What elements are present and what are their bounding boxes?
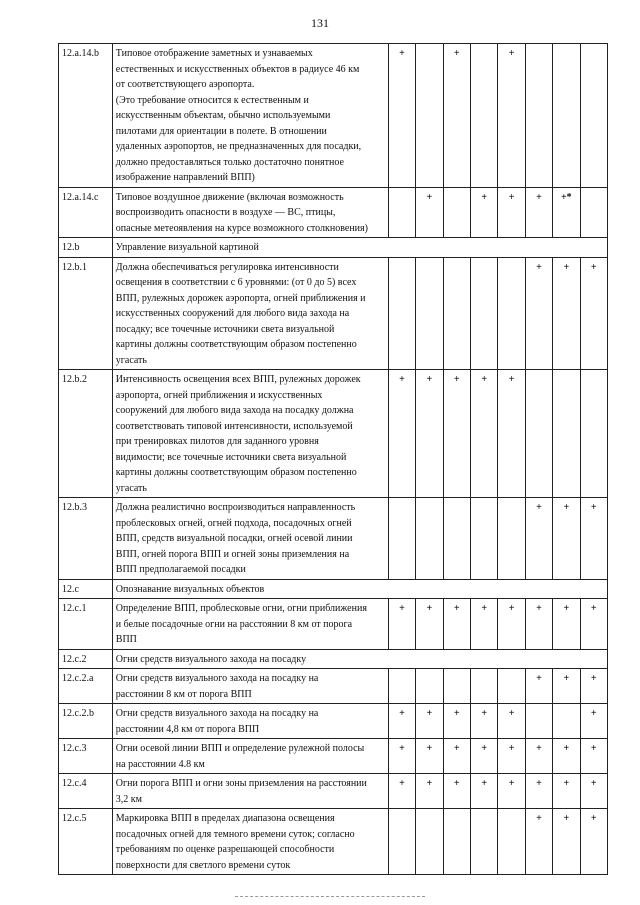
description-line: ВПП, средств визуальной посадки, огней осевой линии xyxy=(115,533,353,544)
requirement-code: 12.c.2.b xyxy=(59,704,113,739)
description-line: проблесковых огней, огней подхода, посадочных огней xyxy=(115,517,352,529)
level-mark-cell: + xyxy=(388,44,415,188)
level-mark-cell xyxy=(498,809,525,875)
level-mark-cell: + xyxy=(416,599,443,650)
level-mark-cell xyxy=(443,669,470,704)
level-mark-cell xyxy=(580,44,607,188)
description-line: поверхности для светлого времени суток xyxy=(115,859,291,871)
description-line: и белые посадочные огни на расстоянии 8 км от порога xyxy=(115,618,353,630)
description-line: угасать xyxy=(115,482,147,494)
requirement-code: 12.b.2 xyxy=(59,370,113,498)
description-line: должно предоставляться только достаточно понятное xyxy=(115,156,344,168)
level-mark-cell xyxy=(388,498,415,580)
description-line: Опознавание визуальных объектов xyxy=(115,583,265,595)
description-line: удаленных аэропортов, не предназначенных для посадки, xyxy=(115,141,362,152)
description-line: изображение направлений ВПП) xyxy=(115,172,255,183)
requirements-table xyxy=(58,43,608,875)
description-line: Управление визуальной картиной xyxy=(115,242,259,253)
requirement-description xyxy=(112,774,388,809)
requirement-code: 12.a.14.c xyxy=(59,187,113,238)
table-row xyxy=(59,370,608,498)
page-bottom-rule xyxy=(235,896,425,898)
level-mark-cell xyxy=(498,257,525,370)
level-mark-cell: + xyxy=(498,370,525,498)
requirement-description xyxy=(112,370,388,498)
description-line: Типовое воздушное движение (включая возможность xyxy=(115,191,344,203)
level-mark-cell: + xyxy=(443,44,470,188)
level-mark-cell: + xyxy=(498,599,525,650)
level-mark-cell: + xyxy=(553,739,580,774)
level-mark-cell xyxy=(498,498,525,580)
level-mark-cell: + xyxy=(525,669,552,704)
table-row xyxy=(59,704,608,739)
description-line: воспроизводить опасности в воздухе — ВС, птицы, xyxy=(115,207,336,218)
description-line: Определение ВПП, проблесковые огни, огни приближения xyxy=(115,603,367,614)
level-mark-cell: + xyxy=(553,669,580,704)
requirement-code: 12.c xyxy=(59,579,113,599)
level-mark-cell xyxy=(388,809,415,875)
description-line: Огни порога ВПП и огни зоны приземления на расстоянии xyxy=(115,778,367,789)
level-mark-cell xyxy=(470,809,497,875)
table-row xyxy=(59,257,608,370)
level-mark-cell: + xyxy=(388,370,415,498)
description-line: соответствовать типовой интенсивности, используемой xyxy=(115,420,353,432)
level-mark-cell: + xyxy=(416,774,443,809)
level-mark-cell: + xyxy=(443,704,470,739)
requirement-code: 12.b.3 xyxy=(59,498,113,580)
level-mark-cell: + xyxy=(416,704,443,739)
requirement-description xyxy=(112,498,388,580)
description-line: искусственным объектам, обычно используемыми xyxy=(115,110,331,121)
level-mark-cell: + xyxy=(580,809,607,875)
level-mark-cell xyxy=(580,187,607,238)
requirement-description xyxy=(112,579,607,599)
description-line: посадочных огней для темного времени суток; согласно xyxy=(115,828,355,840)
level-mark-cell xyxy=(470,498,497,580)
level-mark-cell: + xyxy=(388,739,415,774)
level-mark-cell: + xyxy=(470,739,497,774)
level-mark-cell: +* xyxy=(553,187,580,238)
level-mark-cell: + xyxy=(553,809,580,875)
level-mark-cell: + xyxy=(388,774,415,809)
level-mark-cell: + xyxy=(553,599,580,650)
level-mark-cell xyxy=(388,187,415,238)
table-row xyxy=(59,739,608,774)
requirement-code: 12.b.1 xyxy=(59,257,113,370)
requirement-description xyxy=(112,649,607,669)
table-row xyxy=(59,498,608,580)
level-mark-cell: + xyxy=(580,498,607,580)
level-mark-cell xyxy=(388,669,415,704)
requirement-code: 12.c.5 xyxy=(59,809,113,875)
level-mark-cell: + xyxy=(553,498,580,580)
description-line: Должна реалистично воспроизводиться направленность xyxy=(115,502,356,513)
table-row xyxy=(59,44,608,188)
description-line: искусственных сооружений для любого вида захода на xyxy=(115,308,350,319)
level-mark-cell: + xyxy=(525,498,552,580)
requirement-code: 12.b xyxy=(59,238,113,258)
level-mark-cell: + xyxy=(416,370,443,498)
level-mark-cell: + xyxy=(525,187,552,238)
description-line: освещения в соответствии с 6 уровнями: (от 0 до 5) всех xyxy=(115,277,357,288)
level-mark-cell: + xyxy=(470,774,497,809)
description-line: на расстоянии 4.8 км xyxy=(115,758,205,770)
level-mark-cell xyxy=(525,44,552,188)
level-mark-cell: + xyxy=(470,599,497,650)
requirement-code: 12.c.3 xyxy=(59,739,113,774)
level-mark-cell xyxy=(443,257,470,370)
level-mark-cell: + xyxy=(498,187,525,238)
level-mark-cell xyxy=(388,257,415,370)
level-mark-cell: + xyxy=(443,370,470,498)
level-mark-cell: + xyxy=(470,704,497,739)
description-line: требованиям по оценке разрешающей способности xyxy=(115,844,335,855)
description-line: опасные метеоявления на курсе возможного столкновения) xyxy=(115,222,368,234)
requirement-description xyxy=(112,599,388,650)
level-mark-cell: + xyxy=(443,774,470,809)
description-line: (Это требование относится к естественным и xyxy=(115,94,309,106)
level-mark-cell: + xyxy=(498,739,525,774)
page-number: 131 xyxy=(311,16,329,30)
description-line: естественных и искусственных объектов в радиусе 46 км xyxy=(115,63,360,75)
level-mark-cell: + xyxy=(525,599,552,650)
level-mark-cell: + xyxy=(388,704,415,739)
table-row xyxy=(59,238,608,258)
description-line: картины должны соответствующим образом постепенно xyxy=(115,467,357,478)
level-mark-cell xyxy=(443,187,470,238)
level-mark-cell xyxy=(525,704,552,739)
description-line: Огни осевой линии ВПП и определение рулежной полосы xyxy=(115,743,365,754)
requirement-code: 12.c.1 xyxy=(59,599,113,650)
requirement-description xyxy=(112,704,388,739)
table-row xyxy=(59,774,608,809)
description-line: 3,2 км xyxy=(115,793,142,805)
level-mark-cell: + xyxy=(553,257,580,370)
level-mark-cell: + xyxy=(498,44,525,188)
table-row xyxy=(59,669,608,704)
level-mark-cell xyxy=(416,257,443,370)
level-mark-cell xyxy=(443,498,470,580)
requirement-description xyxy=(112,257,388,370)
requirement-description xyxy=(112,739,388,774)
table-row xyxy=(59,599,608,650)
requirement-description xyxy=(112,187,388,238)
level-mark-cell: + xyxy=(525,257,552,370)
table-row xyxy=(59,649,608,669)
table-row xyxy=(59,809,608,875)
level-mark-cell xyxy=(498,669,525,704)
description-line: ВПП, рулежных дорожек аэропорта, огней приближения и xyxy=(115,292,366,304)
description-line: Маркировка ВПП в пределах диапазона освещения xyxy=(115,813,335,824)
level-mark-cell: + xyxy=(580,739,607,774)
requirement-description xyxy=(112,669,388,704)
description-line: Огни средств визуального захода на посадку на xyxy=(115,708,319,719)
level-mark-cell xyxy=(553,370,580,498)
level-mark-cell xyxy=(416,44,443,188)
level-mark-cell: + xyxy=(580,774,607,809)
description-line: ВПП xyxy=(115,634,137,645)
description-line: Интенсивность освещения всех ВПП, рулежных дорожек xyxy=(115,374,361,385)
level-mark-cell xyxy=(580,370,607,498)
level-mark-cell: + xyxy=(580,599,607,650)
requirement-description xyxy=(112,809,388,875)
description-line: посадку; все точечные источники света визуальной xyxy=(115,323,335,335)
description-line: аэропорта, огней приближения и искусственных xyxy=(115,389,323,401)
level-mark-cell xyxy=(416,669,443,704)
level-mark-cell: + xyxy=(580,669,607,704)
description-line: картины должны соответствующим образом постепенно xyxy=(115,339,357,350)
level-mark-cell xyxy=(525,370,552,498)
description-line: при тренировках пилотов для заданного уровня xyxy=(115,436,319,447)
table-row xyxy=(59,187,608,238)
level-mark-cell: + xyxy=(525,739,552,774)
description-line: Типовое отображение заметных и узнаваемых xyxy=(115,48,313,59)
level-mark-cell: + xyxy=(580,704,607,739)
level-mark-cell: + xyxy=(498,704,525,739)
requirement-code: 12.c.2.a xyxy=(59,669,113,704)
description-line: Должна обеспечиваться регулировка интенсивности xyxy=(115,261,339,273)
level-mark-cell: + xyxy=(580,257,607,370)
requirement-description xyxy=(112,238,607,258)
description-line: угасать xyxy=(115,354,147,366)
level-mark-cell xyxy=(470,44,497,188)
level-mark-cell: + xyxy=(443,599,470,650)
requirement-description xyxy=(112,44,388,188)
level-mark-cell xyxy=(553,44,580,188)
description-line: сооружений для любого вида захода на посадку должна xyxy=(115,405,354,416)
description-line: ВПП предполагаемой посадки xyxy=(115,564,246,575)
requirement-code: 12.c.2 xyxy=(59,649,113,669)
level-mark-cell xyxy=(416,809,443,875)
description-line: ВПП, огней порога ВПП и огней зоны приземления на xyxy=(115,548,350,560)
level-mark-cell: + xyxy=(525,809,552,875)
level-mark-cell: + xyxy=(388,599,415,650)
level-mark-cell xyxy=(470,669,497,704)
description-line: пилотами для ориентации в полете. В отношении xyxy=(115,125,327,137)
description-line: Огни средств визуального захода на посадку xyxy=(115,653,307,665)
description-line: от соответствующего аэропорта. xyxy=(115,79,255,90)
level-mark-cell: + xyxy=(470,370,497,498)
level-mark-cell xyxy=(470,257,497,370)
table-row xyxy=(59,579,608,599)
level-mark-cell: + xyxy=(470,187,497,238)
requirement-code: 12.a.14.b xyxy=(59,44,113,188)
level-mark-cell: + xyxy=(553,774,580,809)
level-mark-cell: + xyxy=(525,774,552,809)
level-mark-cell xyxy=(416,498,443,580)
description-line: расстоянии 4,8 км от порога ВПП xyxy=(115,723,260,735)
description-line: расстоянии 8 км от порога ВПП xyxy=(115,688,252,700)
requirement-code: 12.c.4 xyxy=(59,774,113,809)
level-mark-cell: + xyxy=(498,774,525,809)
level-mark-cell: + xyxy=(416,739,443,774)
description-line: Огни средств визуального захода на посадку на xyxy=(115,673,319,684)
level-mark-cell xyxy=(553,704,580,739)
level-mark-cell xyxy=(443,809,470,875)
level-mark-cell: + xyxy=(416,187,443,238)
level-mark-cell: + xyxy=(443,739,470,774)
description-line: видимости; все точечные источники света визуальной xyxy=(115,451,347,463)
